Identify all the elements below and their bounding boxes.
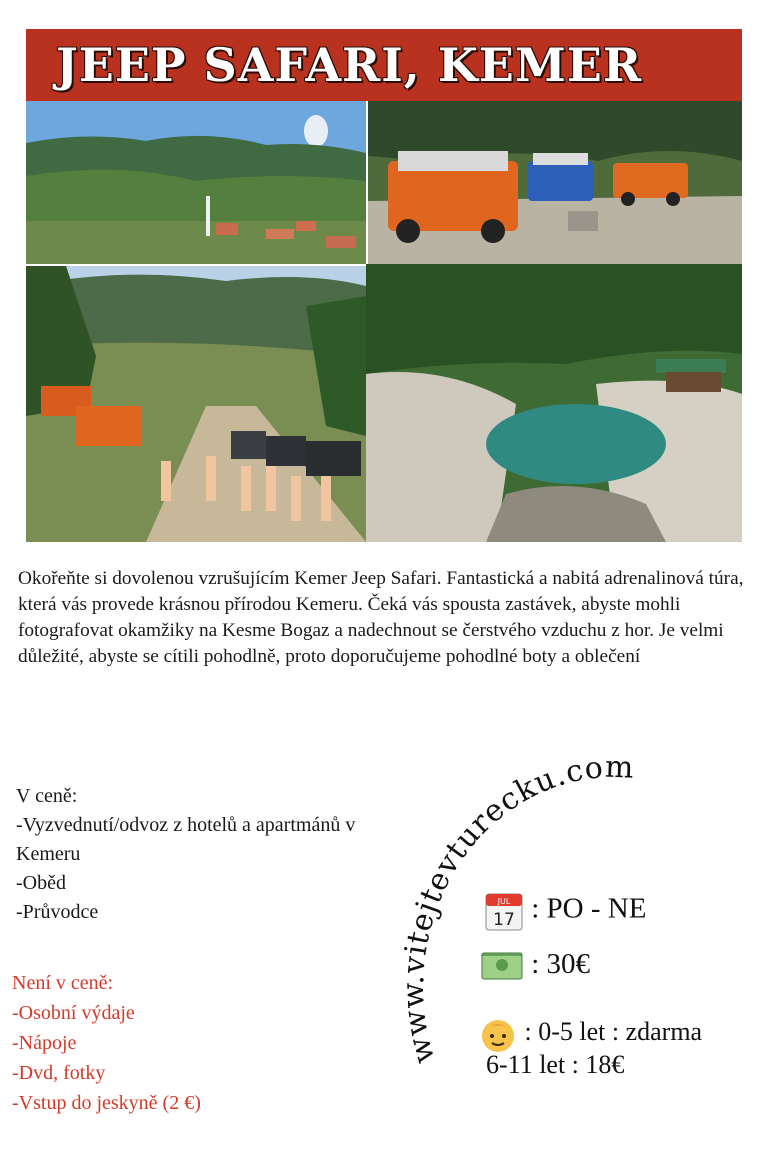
child-face-icon bbox=[478, 1014, 518, 1054]
excluded-item: -Dvd, fotky bbox=[12, 1062, 106, 1084]
included-item: Kemeru bbox=[16, 843, 81, 865]
village-valley-photo bbox=[26, 101, 366, 264]
kids-line bbox=[478, 1014, 702, 1054]
svg-text:JUL: JUL bbox=[497, 897, 511, 906]
schedule-line bbox=[484, 890, 646, 932]
svg-text:17: 17 bbox=[493, 910, 515, 930]
excluded-item: -Osobní výdaje bbox=[12, 1002, 135, 1024]
included-item: -Vyzvednutí/odvoz z hotelů a apartmánů v bbox=[16, 814, 356, 836]
watermark-text: www.vitejtevturecku.com bbox=[395, 749, 636, 1068]
description-text: Okořeňte si dovolenou vzrušujícím Kemer Jeep Safari. Fantastická a nabitá adrenalinová túra, která vás provede krásnou přírodou Kemeru. Čeká vás spousta zastávek, abyste mohli fotografovat okamžiky na Kesme Bogaz a nadechnout se čerstvého vzduchu z hor. Je velmi důležité, abyste se cítili pohodlně, proto doporučujeme pohodlné boty a oblečení bbox=[18, 568, 744, 667]
schedule-days: : PO - NE bbox=[531, 892, 647, 925]
price-value: : 30€ bbox=[531, 948, 591, 980]
jeeps-offroad-photo bbox=[368, 101, 742, 264]
included-item: -Průvodce bbox=[16, 901, 99, 923]
kids-free: : 0-5 let : zdarma bbox=[524, 1016, 703, 1046]
money-icon bbox=[480, 949, 524, 983]
excluded-heading: Není v ceně: bbox=[12, 972, 114, 994]
price-line bbox=[480, 948, 590, 983]
excluded-item: -Nápoje bbox=[12, 1032, 77, 1054]
excluded-item: -Vstup do jeskyně (2 €) bbox=[12, 1092, 201, 1114]
excluded-section bbox=[12, 968, 201, 1118]
kids-price: 6-11 let : 18€ bbox=[486, 1050, 625, 1079]
included-item: -Oběd bbox=[16, 872, 66, 894]
included-heading: V ceně: bbox=[16, 785, 78, 807]
canyon-pool-photo bbox=[366, 264, 742, 542]
calendar-icon bbox=[484, 890, 524, 932]
tourists-jeeps-photo bbox=[26, 266, 366, 542]
page-title: JEEP SAFARI, KEMER bbox=[56, 38, 643, 92]
